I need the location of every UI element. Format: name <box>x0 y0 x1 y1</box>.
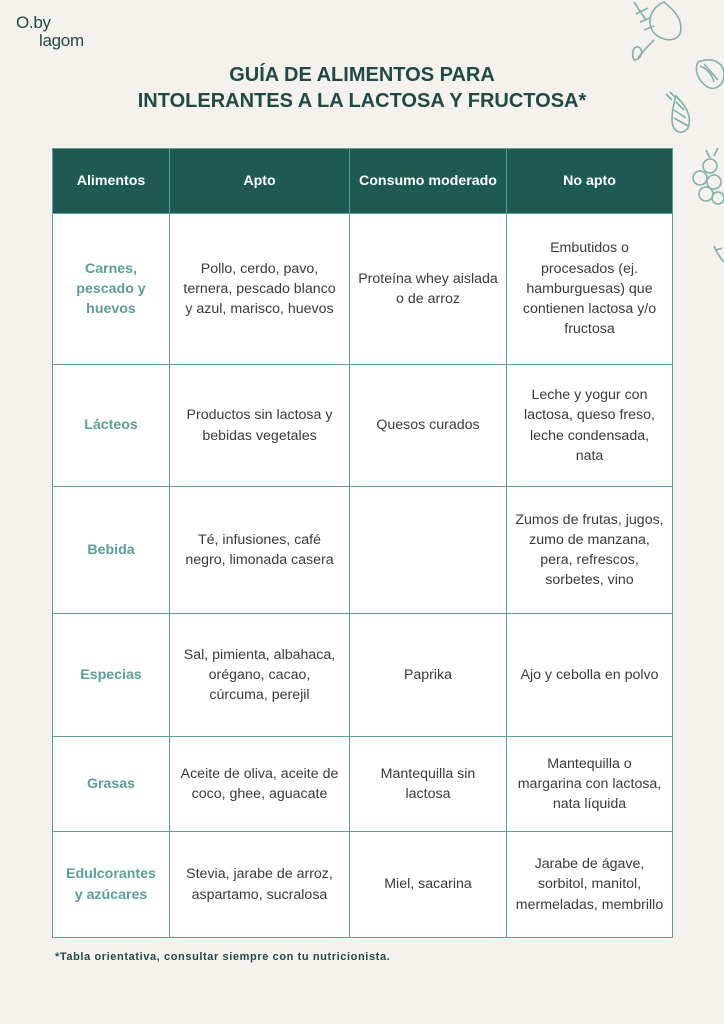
no-apto-cell: Embutidos o procesados (ej. hamburguesas) que contienen lactosa y/o fructosa <box>507 214 673 365</box>
food-guide-table <box>52 148 673 938</box>
apto-cell: Stevia, jarabe de arroz, aspartamo, sucralosa <box>170 832 350 938</box>
category-cell: Edulcorantes y azúcares <box>53 832 170 938</box>
table-row <box>53 365 673 487</box>
category-cell: Lácteos <box>53 365 170 487</box>
moderado-cell: Miel, sacarina <box>350 832 507 938</box>
header-no-apto: No apto <box>507 149 673 214</box>
header-apto: Apto <box>170 149 350 214</box>
moderado-cell: Paprika <box>350 614 507 737</box>
table-row <box>53 614 673 737</box>
header-alimentos: Alimentos <box>53 149 170 214</box>
brand-logo-line1: O.by <box>16 13 51 32</box>
table-row <box>53 214 673 365</box>
category-cell: Grasas <box>53 737 170 832</box>
no-apto-cell: Zumos de frutas, jugos, zumo de manzana, pera, refrescos, sorbetes, vino <box>507 487 673 614</box>
no-apto-cell: Leche y yogur con lactosa, queso freso, leche condensada, nata <box>507 365 673 487</box>
no-apto-cell: Jarabe de ágave, sorbitol, manitol, mermeladas, membrillo <box>507 832 673 938</box>
header-consumo-moderado: Consumo moderado <box>350 149 507 214</box>
category-cell: Especias <box>53 614 170 737</box>
table-row <box>53 737 673 832</box>
no-apto-cell: Ajo y cebolla en polvo <box>507 614 673 737</box>
moderado-cell <box>350 487 507 614</box>
apto-cell: Pollo, cerdo, pavo, ternera, pescado blanco y azul, marisco, huevos <box>170 214 350 365</box>
page-title <box>0 62 724 114</box>
moderado-cell: Quesos curados <box>350 365 507 487</box>
apto-cell: Sal, pimienta, albahaca, orégano, cacao, cúrcuma, perejil <box>170 614 350 737</box>
table-row <box>53 832 673 938</box>
apto-cell: Productos sin lactosa y bebidas vegetales <box>170 365 350 487</box>
brand-logo <box>16 14 84 50</box>
table-row <box>53 487 673 614</box>
no-apto-cell: Mantequilla o margarina con lactosa, nata líquida <box>507 737 673 832</box>
table-header-row <box>53 149 673 214</box>
category-cell: Bebida <box>53 487 170 614</box>
footnote: *Tabla orientativa, consultar siempre con tu nutricionista. <box>55 951 391 963</box>
page-title-line2: INTOLERANTES A LA LACTOSA Y FRUCTOSA* <box>137 90 587 112</box>
brand-logo-line2: lagom <box>39 31 84 50</box>
moderado-cell: Mantequilla sin lactosa <box>350 737 507 832</box>
apto-cell: Té, infusiones, café negro, limonada casera <box>170 487 350 614</box>
moderado-cell: Proteína whey aislada o de arroz <box>350 214 507 365</box>
page-title-line1: GUÍA DE ALIMENTOS PARA <box>229 64 495 86</box>
apto-cell: Aceite de oliva, aceite de coco, ghee, aguacate <box>170 737 350 832</box>
category-cell: Carnes, pescado y huevos <box>53 214 170 365</box>
